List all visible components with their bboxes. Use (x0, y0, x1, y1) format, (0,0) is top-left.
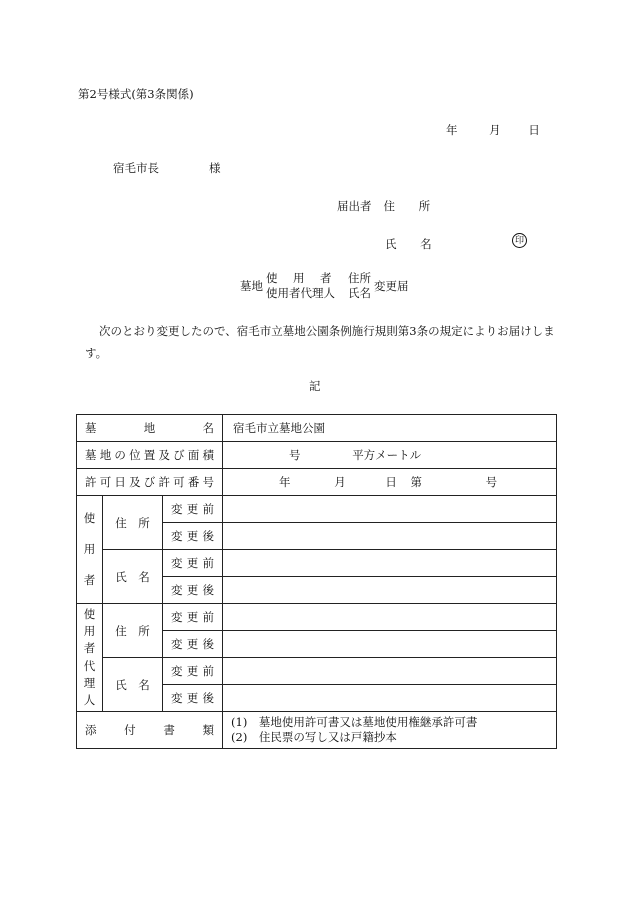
permit-year: 年 (279, 475, 291, 489)
applicant-address-row (337, 198, 440, 214)
date-month: 月 (489, 123, 501, 137)
table-row (77, 442, 557, 469)
agent-group-char: 代 (83, 658, 96, 673)
attachment-item: (1) 墓地使用許可書又は墓地使用権継承許可書 (231, 715, 478, 729)
location-area: 平方メートル (352, 448, 422, 462)
before-label: 変更前 (163, 496, 223, 523)
agent-address-before[interactable] (223, 604, 557, 631)
before-label: 変更前 (163, 658, 223, 685)
addressee-honorific: 様 (209, 161, 221, 175)
agent-name-after[interactable] (223, 685, 557, 712)
permit-month: 月 (334, 475, 346, 489)
form-number: 第2号様式(第3条関係) (78, 87, 194, 101)
date-year: 年 (446, 123, 458, 137)
permit-value (223, 469, 557, 496)
user-group-char: 使 (83, 511, 96, 525)
agent-address-label: 住 所 (103, 604, 163, 658)
user-name-label: 氏 名 (103, 550, 163, 604)
agent-group-char: 使 (83, 606, 96, 621)
title-agent: 使用者代理人 (266, 286, 335, 300)
user-address-after[interactable] (223, 523, 557, 550)
agent-group-char: 者 (83, 641, 96, 656)
addressee (113, 160, 221, 176)
permit-day: 日 (385, 475, 397, 489)
user-name-before[interactable] (223, 550, 557, 577)
agent-address-after[interactable] (223, 631, 557, 658)
attachment-item: (2) 住民票の写し又は戸籍抄本 (231, 730, 397, 744)
addressee-name: 宿毛市長 (113, 161, 159, 175)
address-label: 住 所 (383, 199, 441, 213)
user-group-label (77, 496, 103, 604)
title-address: 住所 (348, 271, 371, 285)
location-label: 墓地の位置及び面積 (77, 442, 223, 469)
table-row (77, 658, 557, 685)
after-label: 変更後 (163, 523, 223, 550)
location-value (223, 442, 557, 469)
cemetery-value: 宿毛市立墓地公園 (223, 415, 557, 442)
notification-table (76, 414, 557, 749)
user-group-char: 用 (83, 542, 96, 556)
intro-text: 次のとおり変更したので、宿毛市立墓地公園条例施行規則第3条の規定によりお届けします。 (85, 324, 555, 360)
table-row (77, 550, 557, 577)
before-label: 変更前 (163, 604, 223, 631)
table-row (77, 469, 557, 496)
cemetery-label: 墓地名 (77, 415, 223, 442)
user-group-char: 者 (83, 573, 96, 587)
user-name-after[interactable] (223, 577, 557, 604)
agent-name-label: 氏 名 (103, 658, 163, 712)
after-label: 変更後 (163, 631, 223, 658)
date-line (446, 122, 540, 138)
attach-value (223, 712, 557, 749)
table-row (77, 496, 557, 523)
table-row (77, 712, 557, 749)
agent-name-before[interactable] (223, 658, 557, 685)
title-name: 氏名 (348, 286, 371, 300)
after-label: 変更後 (163, 577, 223, 604)
title-prefix: 墓地 (240, 279, 263, 293)
table-row (77, 604, 557, 631)
attach-label: 添付書類 (77, 712, 223, 749)
permit-dai: 第 (410, 475, 422, 489)
agent-group-char: 用 (83, 623, 96, 638)
seal-mark: 印 (512, 233, 527, 248)
agent-group-char: 理 (83, 675, 96, 690)
permit-go: 号 (485, 475, 498, 489)
user-address-label: 住 所 (103, 496, 163, 550)
agent-group-char: 人 (83, 693, 96, 708)
after-label: 変更後 (163, 685, 223, 712)
date-day: 日 (528, 123, 540, 137)
permit-label: 許可日及び許可番号 (77, 469, 223, 496)
title-suffix: 変更届 (374, 279, 409, 293)
location-go: 号 (289, 448, 301, 462)
agent-group-label (77, 604, 103, 712)
before-label: 変更前 (163, 550, 223, 577)
applicant-name-label: 氏 名 (385, 237, 442, 251)
user-address-before[interactable] (223, 496, 557, 523)
ki-mark: 記 (309, 379, 321, 393)
title-user: 使 用 者 (266, 271, 334, 285)
table-row (77, 415, 557, 442)
applicant-label: 届出者 (337, 199, 372, 213)
